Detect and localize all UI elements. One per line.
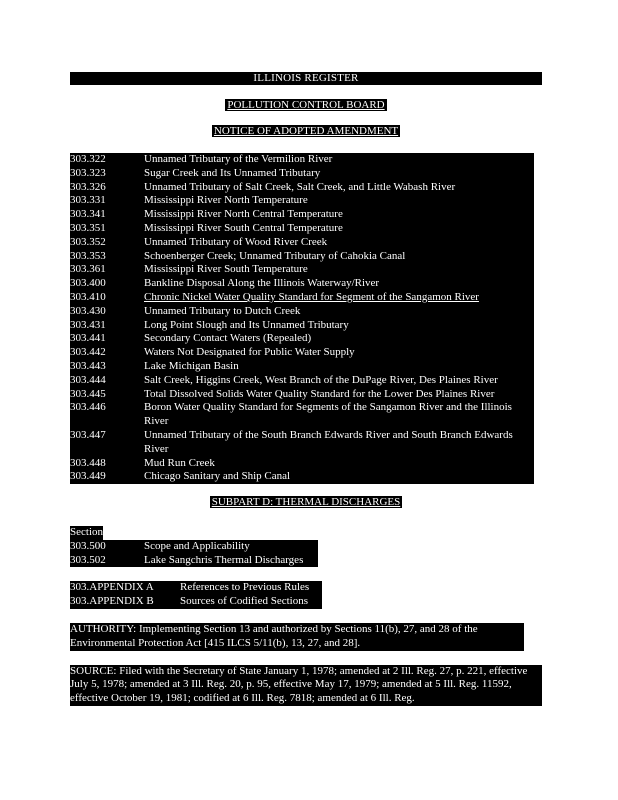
section-title: Boron Water Quality Standard for Segments of the Sangamon River and the Illinois River — [144, 401, 512, 428]
section-number: 303.351 — [70, 221, 106, 234]
section-row — [70, 305, 534, 319]
section-title: Mississippi River North Central Temperature — [144, 208, 343, 221]
section-row — [70, 250, 534, 264]
section-row — [70, 236, 534, 250]
section-title: Unnamed Tributary of Wood River Creek — [144, 235, 328, 248]
section-number: 303.322 — [70, 153, 106, 165]
section-row — [70, 277, 534, 291]
section-row — [70, 332, 534, 346]
section-title: Unnamed Tributary of the South Branch Edwards River and South Branch Edwards River — [144, 428, 513, 455]
section-number: 303.361 — [70, 263, 106, 276]
section-number: 303.448 — [70, 456, 106, 469]
section-row — [70, 401, 534, 429]
section-row — [70, 457, 534, 471]
section-row — [70, 291, 534, 305]
section-title: Sugar Creek and Its Unnamed Tributary — [144, 166, 321, 179]
section-number: 303.323 — [70, 166, 106, 179]
section-number: 303.449 — [70, 470, 106, 483]
section-row — [70, 470, 534, 484]
section-number: 303.352 — [70, 235, 106, 248]
section-row — [70, 374, 534, 388]
section-number: 303.431 — [70, 318, 106, 331]
section-title: Unnamed Tributary of Salt Creek, Salt Creek, and Little Wabash River — [144, 180, 456, 193]
section-number: 303.410 — [70, 290, 106, 303]
subpart-section-row — [70, 554, 318, 568]
section-title: Mississippi River South Central Temperature — [144, 221, 343, 234]
section-number: 303.APPENDIX A — [70, 581, 154, 594]
section-number: 303.443 — [70, 359, 106, 372]
section-title: References to Previous Rules — [180, 581, 310, 594]
section-title: Mississippi River South Temperature — [144, 263, 308, 276]
section-row — [70, 319, 534, 333]
section-title: Total Dissolved Solids Water Quality Standard for the Lower Des Plaines River — [144, 387, 495, 400]
section-number: 303.341 — [70, 208, 106, 221]
section-title: Mississippi River North Temperature — [144, 194, 308, 207]
section-number: 303.331 — [70, 194, 106, 207]
section-title: Unnamed Tributary to Dutch Creek — [144, 304, 301, 317]
section-title: Salt Creek, Higgins Creek, West Branch of the DuPage River, Des Plaines River — [144, 373, 498, 386]
section-title: Schoenberger Creek; Unnamed Tributary of Cahokia Canal — [144, 249, 406, 262]
section-title: Chronic Nickel Water Quality Standard for Segment of the Sangamon River — [144, 290, 479, 303]
appendix-row — [70, 581, 322, 595]
section-row — [70, 181, 534, 195]
authority-note: AUTHORITY: Implementing Section 13 and authorized by Sections 11(b), 27, and 28 of the Environmental Protection Act [415 ILCS 5/11(b), 13, 27, and 28]. — [70, 623, 524, 651]
appendix-row — [70, 595, 322, 609]
section-label: Section — [70, 525, 103, 538]
appendix-list — [70, 581, 322, 609]
section-row — [70, 360, 534, 374]
section-number: 303.326 — [70, 180, 106, 193]
subpart-section-list — [70, 540, 318, 568]
section-row — [70, 167, 534, 181]
section-number: 303.446 — [70, 401, 106, 414]
section-title: Chicago Sanitary and Ship Canal — [144, 470, 291, 483]
section-row — [70, 222, 534, 236]
section-row — [70, 346, 534, 360]
section-title: Sources of Codified Sections — [180, 595, 309, 608]
section-number: 303.447 — [70, 428, 106, 441]
section-row — [70, 429, 534, 457]
document-page — [70, 72, 542, 706]
section-row — [70, 194, 534, 208]
section-number: 303.353 — [70, 249, 106, 262]
section-number: 303.441 — [70, 332, 106, 345]
section-number: 303.442 — [70, 346, 106, 359]
section-title: Waters Not Designated for Public Water Supply — [144, 346, 355, 359]
section-number: 303.444 — [70, 373, 106, 386]
subpart-heading: SUBPART D: THERMAL DISCHARGES — [211, 496, 401, 509]
section-title: Mud Run Creek — [144, 456, 215, 469]
section-title: Unnamed Tributary of the Vermilion River — [144, 153, 333, 165]
section-list — [70, 153, 534, 484]
section-row — [70, 263, 534, 277]
section-title: Lake Sangchris Thermal Discharges — [144, 553, 304, 566]
notice-title: NOTICE OF ADOPTED AMENDMENT — [213, 125, 399, 137]
section-number: 303.430 — [70, 304, 106, 317]
source-note: SOURCE: Filed with the Secretary of State January 1, 1978; amended at 2 Ill. Reg. 27, p. 221, effective July 5, 1978; amended at 3 Ill. Reg. 20, p. 95, effective May 17, 1979; amended at 5 Ill. Reg. 11592, effective October 19, 1981; codified at 6 Ill. Reg. 7818; amended at 6 Ill. Reg. — [70, 665, 542, 706]
section-row — [70, 388, 534, 402]
section-number: 303.APPENDIX B — [70, 595, 154, 608]
section-number: 303.502 — [70, 553, 106, 566]
section-number: 303.500 — [70, 539, 106, 552]
section-title: Long Point Slough and Its Unnamed Tributary — [144, 318, 349, 331]
subpart-section-row — [70, 540, 318, 554]
section-number: 303.400 — [70, 277, 106, 290]
section-row — [70, 208, 534, 222]
section-title: Scope and Applicability — [144, 539, 250, 552]
register-header: ILLINOIS REGISTER — [70, 72, 542, 85]
section-row — [70, 153, 534, 167]
section-number: 303.445 — [70, 387, 106, 400]
section-title: Secondary Contact Waters (Repealed) — [144, 332, 312, 345]
board-title: POLLUTION CONTROL BOARD — [227, 99, 385, 111]
section-title: Lake Michigan Basin — [144, 359, 239, 372]
section-title: Bankline Disposal Along the Illinois Waterway/River — [144, 277, 380, 290]
